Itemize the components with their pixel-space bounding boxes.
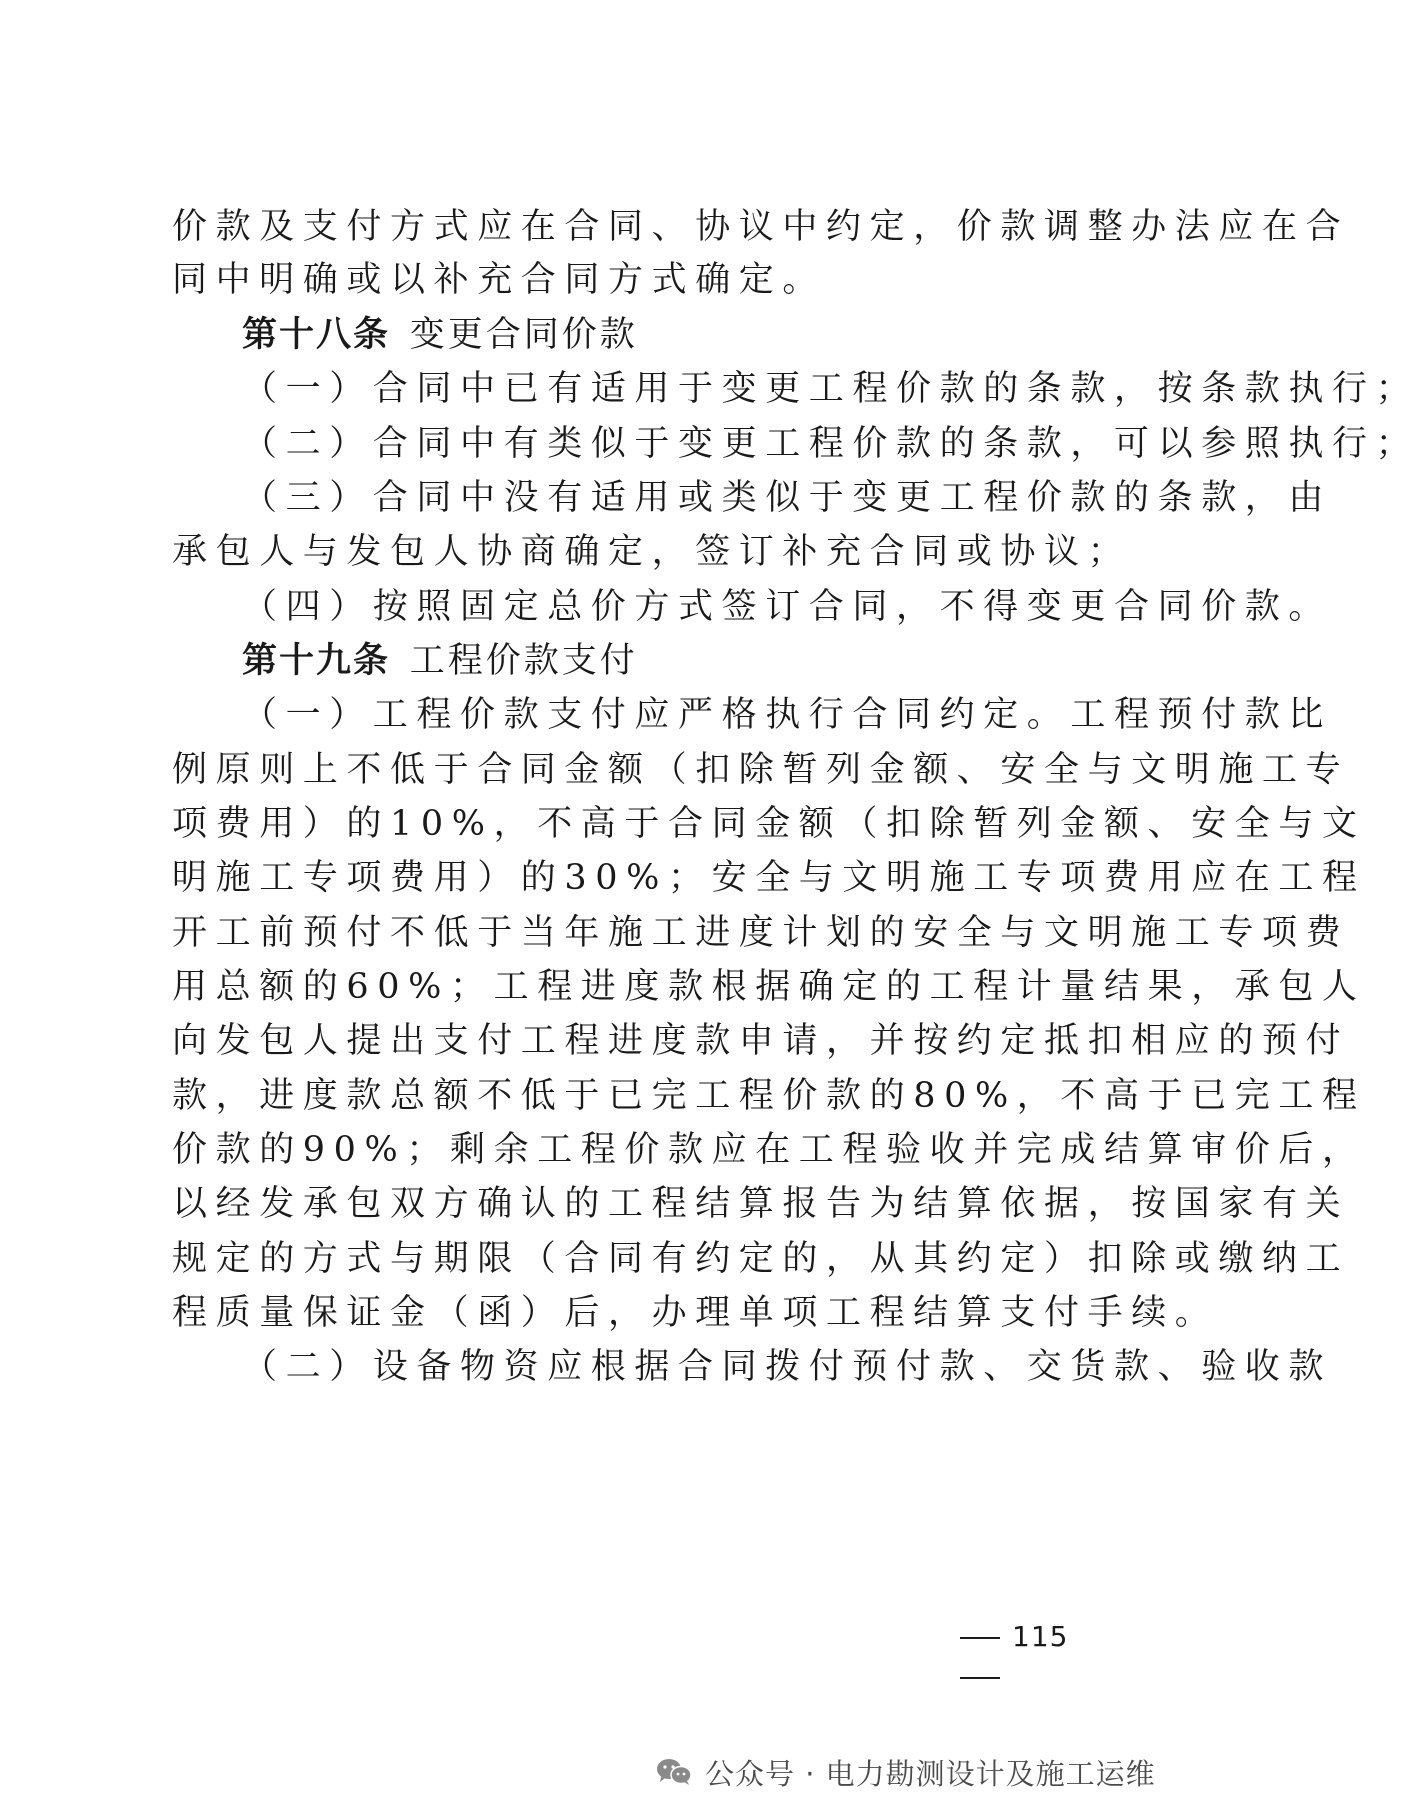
page-number-dash-right bbox=[960, 1677, 1000, 1679]
article-19-line: 例原则上不低于合同金额（扣除暂列金额、安全与文明施工专 bbox=[172, 750, 1350, 790]
article-19-line: 开工前预付不低于当年施工进度计划的安全与文明施工专项费 bbox=[172, 913, 1350, 953]
article-18-title: 变更合同价款 bbox=[409, 315, 638, 355]
article-18-number: 第十八条 bbox=[242, 315, 391, 355]
article-19-line: 规定的方式与期限（合同有约定的，从其约定）扣除或缴纳工 bbox=[172, 1239, 1350, 1279]
article-19-heading bbox=[242, 639, 1132, 683]
body-line: 价款及支付方式应在合同、协议中约定，价款调整办法应在合 bbox=[172, 207, 1350, 247]
article-19-line: 价款的90%；剩余工程价款应在工程验收并完成结算审价后， bbox=[172, 1130, 1366, 1170]
page-number-dash-left bbox=[960, 1637, 1000, 1639]
article-19-line: 项费用）的10%，不高于合同金额（扣除暂列金额、安全与文 bbox=[172, 804, 1366, 844]
article-18-heading bbox=[242, 313, 1132, 357]
article-18-item: （四）按照固定总价方式签订合同，不得变更合同价款。 bbox=[242, 587, 1333, 627]
article-19-line: 款，进度款总额不低于已完工程价款的80%，不高于已完工程 bbox=[172, 1076, 1366, 1116]
page-number-value: 115 bbox=[1012, 1620, 1069, 1653]
article-19-title: 工程价款支付 bbox=[409, 641, 638, 681]
watermark-text: 公众号 · 电力勘测设计及施工运维 bbox=[705, 1756, 1156, 1791]
article-19-number: 第十九条 bbox=[242, 641, 391, 681]
article-19-line: （二）设备物资应根据合同拨付预付款、交货款、验收款 bbox=[242, 1347, 1333, 1387]
article-18-item: （一）合同中已有适用于变更工程价款的条款，按条款执行； bbox=[242, 369, 1419, 409]
body-line: 同中明确或以补充合同方式确定。 bbox=[172, 260, 827, 300]
article-18-item: （三）合同中没有适用或类似于变更工程价款的条款，由 bbox=[242, 478, 1333, 518]
article-18-item: 承包人与发包人协商确定，签订补充合同或协议； bbox=[172, 532, 1132, 572]
article-19-line: 用总额的60%；工程进度款根据确定的工程计量结果，承包人 bbox=[172, 967, 1366, 1007]
article-19-line: 明施工专项费用）的30%；安全与文明施工专项费用应在工程 bbox=[172, 858, 1366, 898]
article-19-line: 程质量保证金（函）后，办理单项工程结算支付手续。 bbox=[172, 1293, 1219, 1333]
article-18-item: （二）合同中有类似于变更工程价款的条款，可以参照执行； bbox=[242, 424, 1419, 464]
wechat-icon bbox=[655, 1757, 693, 1787]
watermark bbox=[655, 1750, 1156, 1794]
article-19-line: 以经发承包双方确认的工程结算报告为结算依据，按国家有关 bbox=[172, 1184, 1350, 1224]
page-number bbox=[960, 1617, 1120, 1657]
article-19-line: （一）工程价款支付应严格执行合同约定。工程预付款比 bbox=[242, 695, 1333, 735]
article-19-line: 向发包人提出支付工程进度款申请，并按约定抵扣相应的预付 bbox=[172, 1021, 1350, 1061]
